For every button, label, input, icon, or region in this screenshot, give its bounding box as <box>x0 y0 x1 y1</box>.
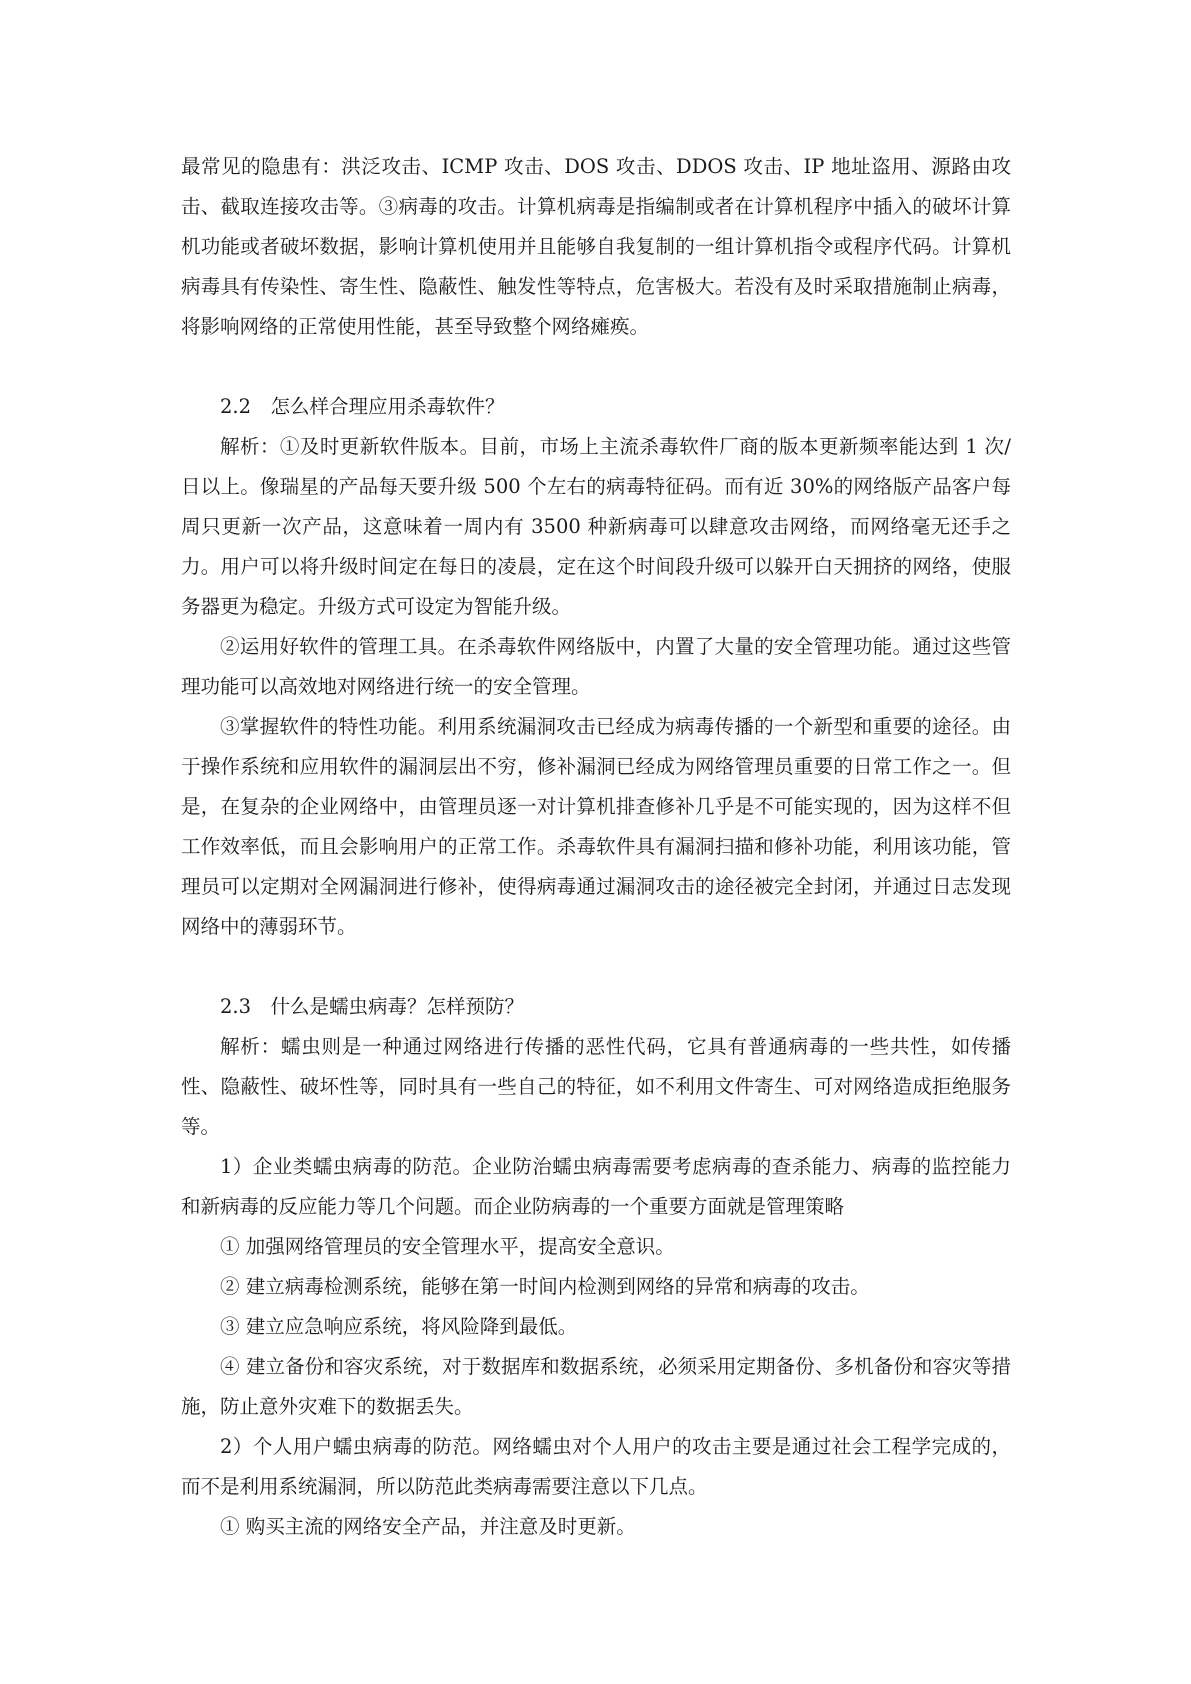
paragraph-management-tools: ②运用好软件的管理工具。在杀毒软件网络版中，内置了大量的安全管理功能。通过这些管理功能可以高效地对网络进行统一的安全管理。 <box>181 635 1011 698</box>
list-item-enterprise-3: ③ 建立应急响应系统，将风险降到最低。 <box>220 1315 578 1338</box>
paragraph-update-software: 解析：①及时更新软件版本。目前，市场上主流杀毒软件厂商的版本更新频率能达到 1 次/日以上。像瑞星的产品每天要升级 500 个左右的病毒特征码。而有近 30%的网络版产品客户每周只更新一次产品，这意味着一周内有 3500 种新病毒可以肆意攻击网络，而网络毫无还手之力。用户可以将升级时间定在每日的凌晨，定在这个时间段升级可以躲开白天拥挤的网络，使服务器更为稳定。升级方式可设定为智能升级。 <box>181 435 1011 618</box>
paragraph-enterprise-prevention: 1）企业类蠕虫病毒的防范。企业防治蠕虫病毒需要考虑病毒的查杀能力、病毒的监控能力和新病毒的反应能力等几个问题。而企业防病毒的一个重要方面就是管理策略 <box>181 1155 1011 1218</box>
paragraph-worm-definition: 解析：蠕虫则是一种通过网络进行传播的恶性代码，它具有普通病毒的一些共性，如传播性、隐蔽性、破坏性等，同时具有一些自己的特征，如不利用文件寄生、可对网络造成拒绝服务等。 <box>181 1035 1011 1138</box>
paragraph-attack-types: 最常见的隐患有：洪泛攻击、ICMP 攻击、DOS 攻击、DDOS 攻击、IP 地址盗用、源路由攻击、截取连接攻击等。③病毒的攻击。计算机病毒是指编制或者在计算机程序中插入的破坏计算机功能或者破坏数据，影响计算机使用并且能够自我复制的一组计算机指令或程序代码。计算机病毒具有传染性、寄生性、隐蔽性、触发性等特点，危害极大。若没有及时采取措施制止病毒，将影响网络的正常使用性能，甚至导致整个网络瘫痪。 <box>181 155 1011 338</box>
section-gap <box>181 347 1011 387</box>
section-heading-2-3: 2.3 什么是蠕虫病毒？怎样预防？ <box>220 995 525 1018</box>
document-body <box>181 147 1011 1547</box>
list-item-personal-1: ① 购买主流的网络安全产品，并注意及时更新。 <box>220 1515 636 1538</box>
paragraph-personal-prevention: 2）个人用户蠕虫病毒的防范。网络蠕虫对个人用户的攻击主要是通过社会工程学完成的，而不是利用系统漏洞，所以防范此类病毒需要注意以下几点。 <box>181 1435 1011 1498</box>
section-gap <box>181 947 1011 987</box>
list-item-enterprise-1: ① 加强网络管理员的安全管理水平，提高安全意识。 <box>220 1235 675 1258</box>
list-item-enterprise-4: ④ 建立备份和容灾系统，对于数据库和数据系统，必须采用定期备份、多机备份和容灾等措施，防止意外灾难下的数据丢失。 <box>181 1355 1011 1418</box>
list-item-enterprise-2: ② 建立病毒检测系统，能够在第一时间内检测到网络的异常和病毒的攻击。 <box>220 1275 870 1298</box>
section-heading-2-2: 2.2 怎么样合理应用杀毒软件？ <box>220 395 505 418</box>
paragraph-software-features: ③掌握软件的特性功能。利用系统漏洞攻击已经成为病毒传播的一个新型和重要的途径。由于操作系统和应用软件的漏洞层出不穷，修补漏洞已经成为网络管理员重要的日常工作之一。但是，在复杂的企业网络中，由管理员逐一对计算机排查修补几乎是不可能实现的，因为这样不但工作效率低，而且会影响用户的正常工作。杀毒软件具有漏洞扫描和修补功能，利用该功能，管理员可以定期对全网漏洞进行修补，使得病毒通过漏洞攻击的途径被完全封闭，并通过日志发现网络中的薄弱环节。 <box>181 715 1011 938</box>
